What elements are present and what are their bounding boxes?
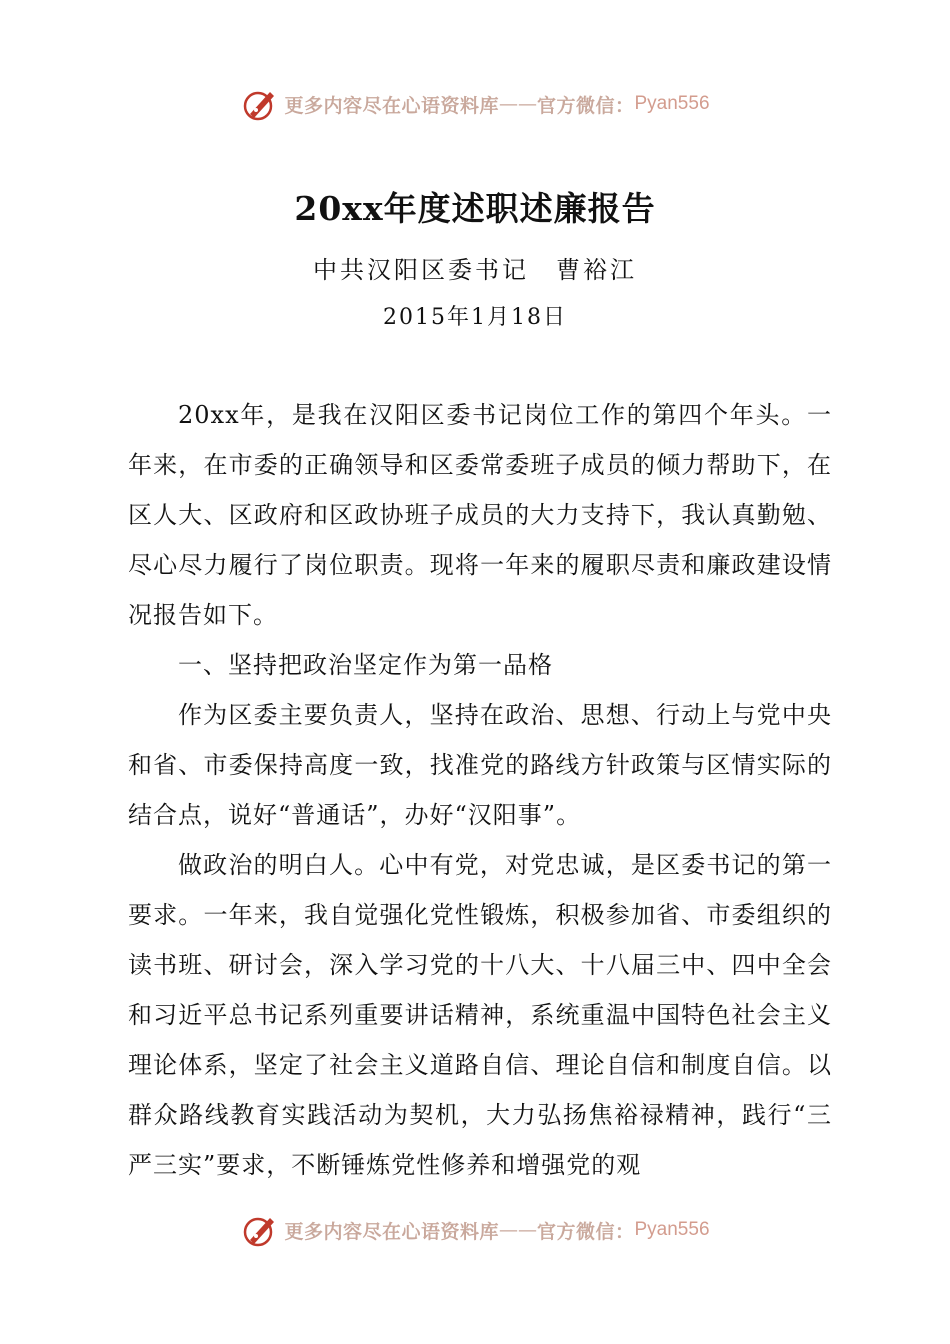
author-line: 中共汉阳区委书记 曹裕江 [313,256,637,284]
watermark-text: 更多内容尽在心语资料库 [284,94,499,117]
watermark-separator: —— [498,1219,537,1241]
pen-nib-circle-icon [240,1210,280,1250]
paragraph: 做政治的明白人。心中有党，对党忠诚，是区委书记的第一要求。一年来，我自觉强化党性锻炼，积极参加省、市委组织的读书班、研讨会，深入学习党的十八大、十八届三中、四中全会和习近平总书记系列重要讲话精神，系统重温中国特色社会主义理论体系，坚定了社会主义道路自信、理论自信和制度自信。以群众路线教育实践活动为契机，大力弘扬焦裕禄精神，践行“三严三实”要求，不断锤炼党性修养和增强党的观 [128,851,832,1179]
watermark-text: 更多内容尽在心语资料库 [284,1220,499,1243]
watermark-banner-bottom [0,1208,950,1252]
watermark-wechat-label: 官方微信： [536,1220,635,1243]
watermark-wechat-id: Pyan556 [634,1219,710,1240]
section-heading: 一、坚持把政治坚定作为第一品格 [178,651,553,679]
watermark-banner-top [0,82,950,126]
watermark-wechat-label: 官方微信： [536,94,635,117]
watermark-separator: —— [498,93,537,115]
paragraph: 作为区委主要负责人，坚持在政治、思想、行动上与党中央和省、市委保持高度一致，找准党的路线方针政策与区情实际的结合点，说好“普通话”，办好“汉阳事”。 [128,701,832,829]
paragraph-intro: 20xx年，是我在汉阳区委书记岗位工作的第四个年头。一年来，在市委的正确领导和区委常委班子成员的倾力帮助下，在区人大、区政府和区政协班子成员的大力支持下，我认真勤勉、尽心尽力履行了岗位职责。现将一年来的履职尽责和廉政建设情况报告如下。 [128,401,832,629]
watermark-wechat-id: Pyan556 [634,93,710,114]
pen-nib-circle-icon [240,84,280,124]
document-body [128,390,832,1190]
date-line: 2015年1月18日 [383,305,567,330]
page-title: 20xx年度述职述廉报告 [294,189,656,228]
